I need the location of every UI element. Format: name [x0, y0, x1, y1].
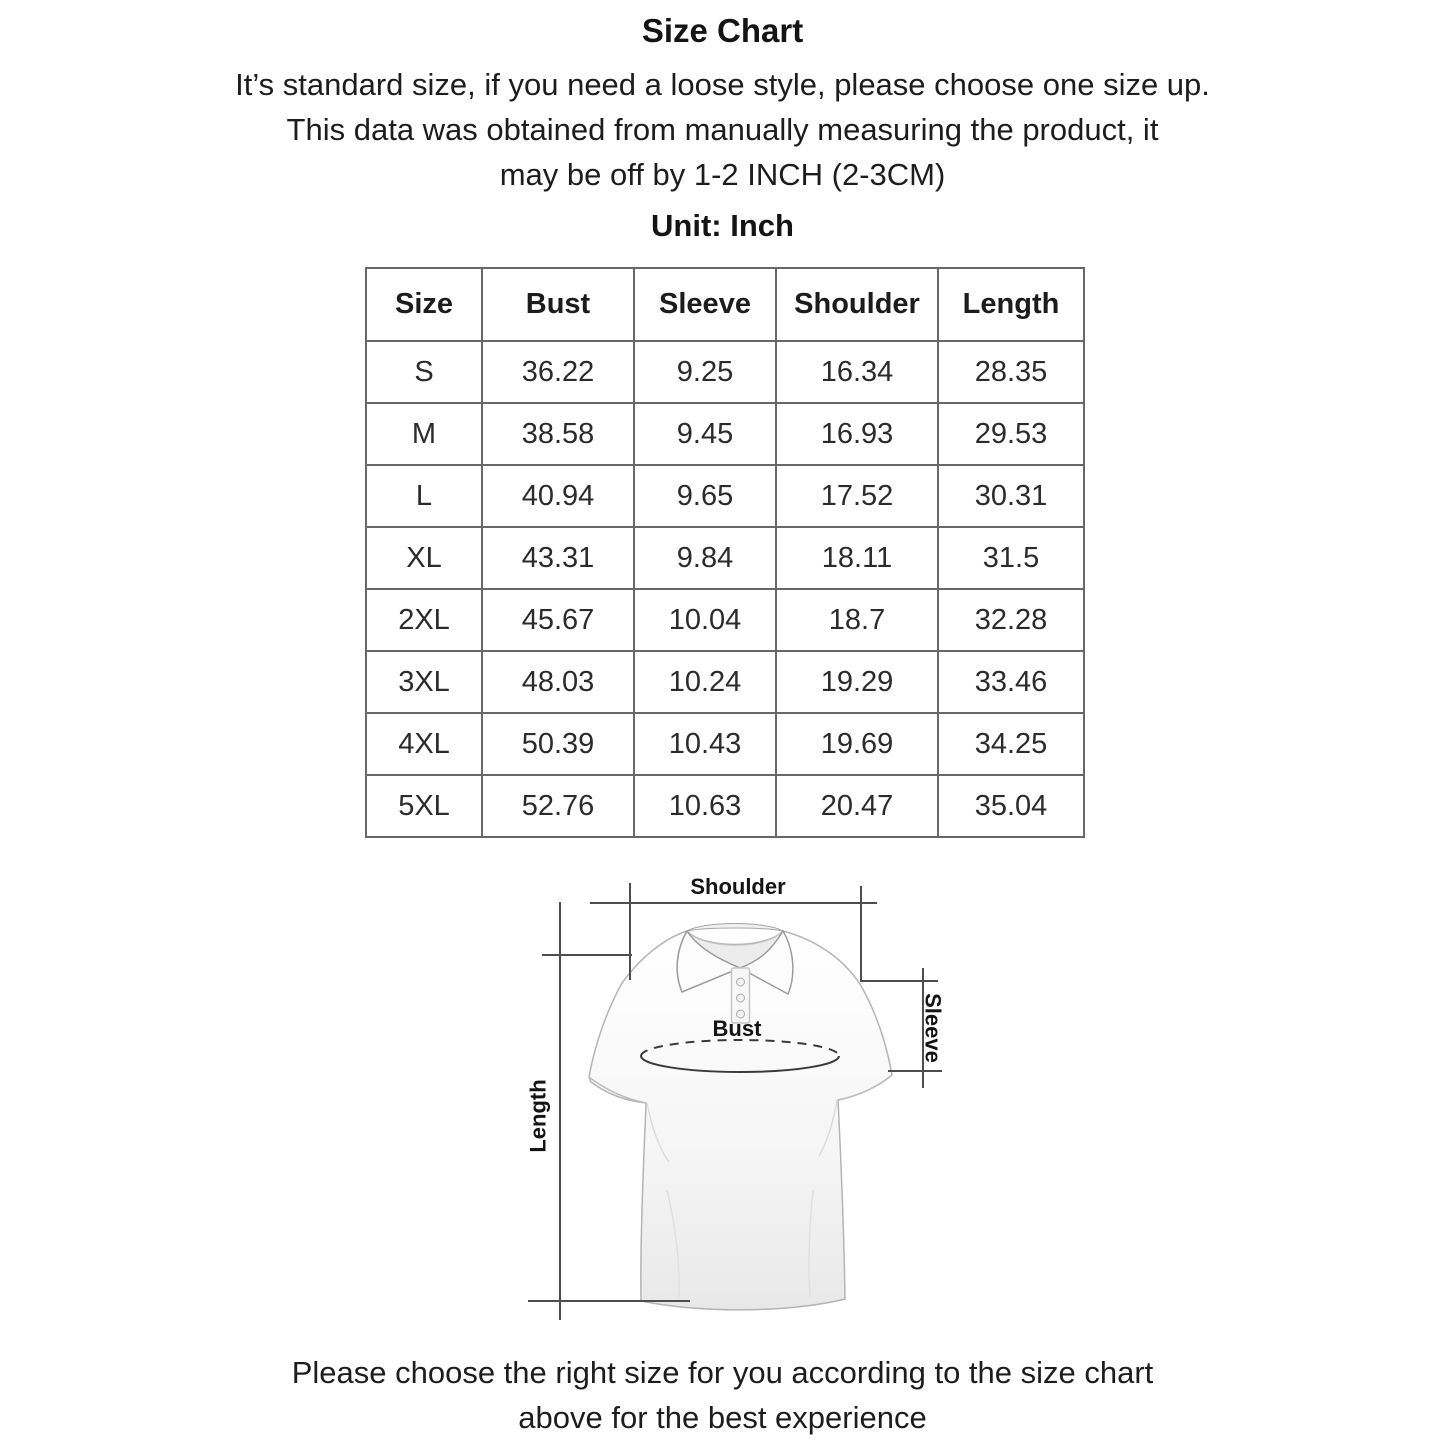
table-cell: 20.47 — [776, 775, 938, 837]
table-cell: 35.04 — [938, 775, 1084, 837]
table-cell: 10.63 — [634, 775, 776, 837]
table-row — [366, 775, 1084, 837]
table-cell: 30.31 — [938, 465, 1084, 527]
shirt-measurement-diagram — [475, 860, 975, 1330]
footer-line: Please choose the right size for you according to the size chart — [291, 1355, 1154, 1390]
footer-line: above for the best experience — [518, 1400, 927, 1435]
table-cell: 5XL — [366, 775, 482, 837]
table-cell: 38.58 — [482, 403, 634, 465]
table-cell: 4XL — [366, 713, 482, 775]
table-cell: 19.69 — [776, 713, 938, 775]
table-cell: 52.76 — [482, 775, 634, 837]
shoulder-label: Shoulder — [690, 874, 786, 899]
table-cell: 17.52 — [776, 465, 938, 527]
table-row — [366, 651, 1084, 713]
table-cell: 16.34 — [776, 341, 938, 403]
column-header: Bust — [482, 268, 634, 341]
table-cell: 2XL — [366, 589, 482, 651]
description-line: may be off by 1-2 INCH (2-3CM) — [499, 157, 946, 192]
unit-label: Unit: Inch — [651, 208, 794, 243]
table-cell: XL — [366, 527, 482, 589]
column-header: Shoulder — [776, 268, 938, 341]
table-row — [366, 527, 1084, 589]
table-cell: 10.04 — [634, 589, 776, 651]
table-cell: 19.29 — [776, 651, 938, 713]
table-cell: 9.84 — [634, 527, 776, 589]
table-row — [366, 403, 1084, 465]
button — [737, 994, 745, 1002]
table-cell: 32.28 — [938, 589, 1084, 651]
description-paragraph — [0, 62, 1445, 197]
bust-label: Bust — [712, 1016, 762, 1041]
table-cell: 31.5 — [938, 527, 1084, 589]
button — [737, 978, 745, 986]
table-cell: 9.45 — [634, 403, 776, 465]
table-cell: 18.11 — [776, 527, 938, 589]
size-table-header-row — [366, 268, 1084, 341]
table-cell: 9.65 — [634, 465, 776, 527]
page-title: Size Chart — [641, 12, 804, 49]
table-cell: 48.03 — [482, 651, 634, 713]
table-cell: 29.53 — [938, 403, 1084, 465]
table-cell: 33.46 — [938, 651, 1084, 713]
table-row — [366, 465, 1084, 527]
table-row — [366, 341, 1084, 403]
table-cell: 3XL — [366, 651, 482, 713]
polo-shirt-illustration — [589, 924, 892, 1310]
table-cell: L — [366, 465, 482, 527]
table-row — [366, 713, 1084, 775]
column-header: Size — [366, 268, 482, 341]
table-cell: 18.7 — [776, 589, 938, 651]
length-label: Length — [525, 1079, 551, 1153]
table-cell: 50.39 — [482, 713, 634, 775]
description-line: This data was obtained from manually measuring the product, it — [286, 112, 1159, 147]
column-header: Length — [938, 268, 1084, 341]
table-cell: 16.93 — [776, 403, 938, 465]
table-cell: 28.35 — [938, 341, 1084, 403]
collar-back-band — [687, 924, 783, 932]
table-cell: 34.25 — [938, 713, 1084, 775]
size-table — [365, 267, 1085, 838]
table-cell: 43.31 — [482, 527, 634, 589]
size-table-body — [366, 341, 1084, 837]
column-header: Sleeve — [634, 268, 776, 341]
table-cell: 10.43 — [634, 713, 776, 775]
description-line: It’s standard size, if you need a loose style, please choose one size up. — [235, 67, 1210, 102]
table-cell: 40.94 — [482, 465, 634, 527]
sleeve-label: Sleeve — [920, 993, 946, 1063]
table-cell: 9.25 — [634, 341, 776, 403]
table-cell: M — [366, 403, 482, 465]
table-cell: 10.24 — [634, 651, 776, 713]
table-row — [366, 589, 1084, 651]
table-cell: S — [366, 341, 482, 403]
table-cell: 45.67 — [482, 589, 634, 651]
footer-note — [0, 1350, 1445, 1440]
table-cell: 36.22 — [482, 341, 634, 403]
